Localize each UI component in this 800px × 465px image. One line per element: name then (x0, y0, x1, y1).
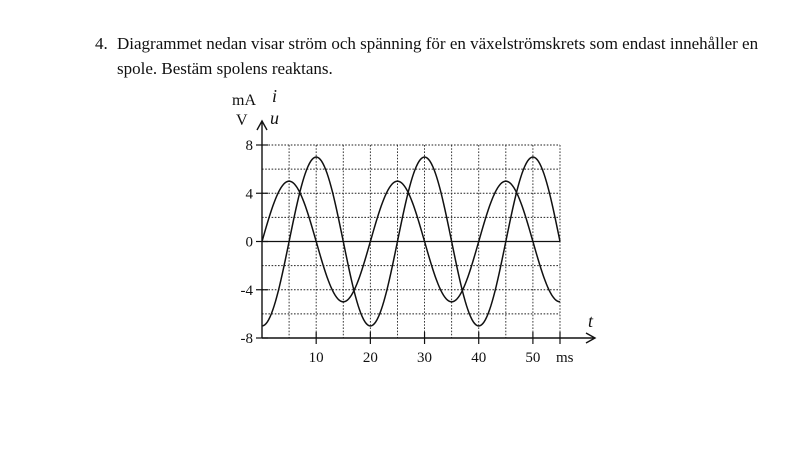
x-tick-label: 10 (308, 350, 324, 366)
chart-axes (256, 121, 595, 344)
y-tick-label: -8 (240, 331, 253, 347)
y-symbol-label: u (270, 108, 279, 128)
y-tick-label: 0 (245, 234, 253, 251)
y-unit-label: mA (232, 92, 256, 109)
problem-number: 4. (95, 34, 108, 53)
x-tick-label: 40 (471, 350, 487, 366)
x-tick-label: 50 (525, 350, 541, 366)
problem-text: Diagrammet nedan visar ström och spänning för en växelströmskrets som endast innehåller en spole. Bestäm spolens reaktans. (117, 34, 759, 78)
y-tick-label: -4 (240, 282, 253, 299)
chart-labels (232, 86, 594, 366)
y-tick-label: 4 (245, 186, 253, 203)
y-unit-label: V (236, 112, 248, 129)
x-symbol-label: t (588, 311, 594, 331)
x-tick-label: 20 (362, 350, 378, 366)
x-unit-label: ms (556, 350, 574, 366)
y-symbol-label: i (272, 86, 278, 106)
y-tick-label: 8 (245, 138, 253, 154)
x-tick-label: 30 (417, 350, 433, 366)
